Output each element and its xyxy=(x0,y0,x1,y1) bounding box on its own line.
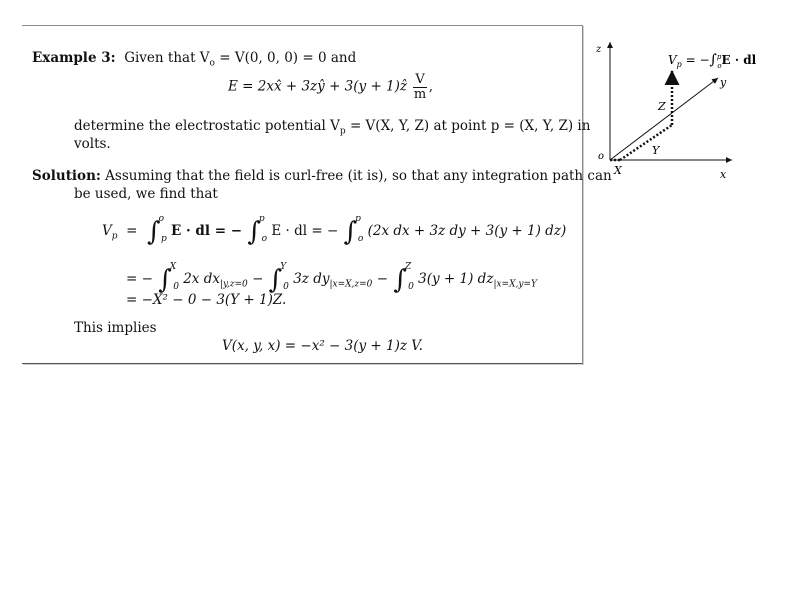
path-diagram xyxy=(592,30,772,190)
question-line-2: volts. xyxy=(74,136,111,152)
example-heading: Example 3: xyxy=(32,50,116,66)
label-origin: o xyxy=(598,151,605,162)
example-line xyxy=(32,50,356,69)
label-z-segment: Z xyxy=(658,100,666,113)
label-x-segment: X xyxy=(614,164,622,177)
label-z-axis: z xyxy=(596,44,602,55)
result-equation: V(x, y, x) = −x² − 3(y + 1)z V. xyxy=(222,338,423,354)
equation-row-3: = −X² − 0 − 3(Y + 1)Z. xyxy=(126,292,287,308)
question-line-1: determine the electrostatic potential $V_p = V(X$, Y, Z) at point p = (X, Y, Z) in xyxy=(74,118,591,137)
path-y-segment xyxy=(620,125,672,160)
solution-line-1: Solution: Assuming that the field is curl-free (it is), so that any integration path can xyxy=(32,168,612,184)
field-unit: $\frac{V}{m}$ xyxy=(413,72,427,102)
field-equation: E = 2xx̂ + 3zŷ + 3(y + 1)ẑ $\frac{V}{m}$ , xyxy=(228,72,434,102)
equation-row-2: = − ∫$^X_0$ 2x $dx_{|y,z=0} - \int^Y_0$ 3z $dy_{|x=X,z=0} - \int^Z_0$ 3(y + 1) $dz_{|x=X,y=Y}$ xyxy=(126,262,537,295)
label-y-segment: Y xyxy=(652,144,660,157)
solution-heading: Solution: xyxy=(32,168,101,184)
equation-row-1: $V_p = \int^o_p$ E · dl = − ∫$^p_o$ E · dl = − ∫$^p_o$ (2x dx + 3z dy + 3(y + 1) dz) xyxy=(102,214,567,247)
example-intro: Given that $V_o = V(0$, 0, 0) = 0 and xyxy=(124,50,357,69)
solution-line-2: be used, we find that xyxy=(74,186,218,202)
label-x-axis: x xyxy=(720,168,727,181)
y-axis xyxy=(610,78,718,160)
label-y-axis: y xyxy=(720,76,727,89)
implies-text: This implies xyxy=(74,320,157,336)
label-potential-formula: $V_p = -\int^p$ oE · dl xyxy=(668,52,757,70)
